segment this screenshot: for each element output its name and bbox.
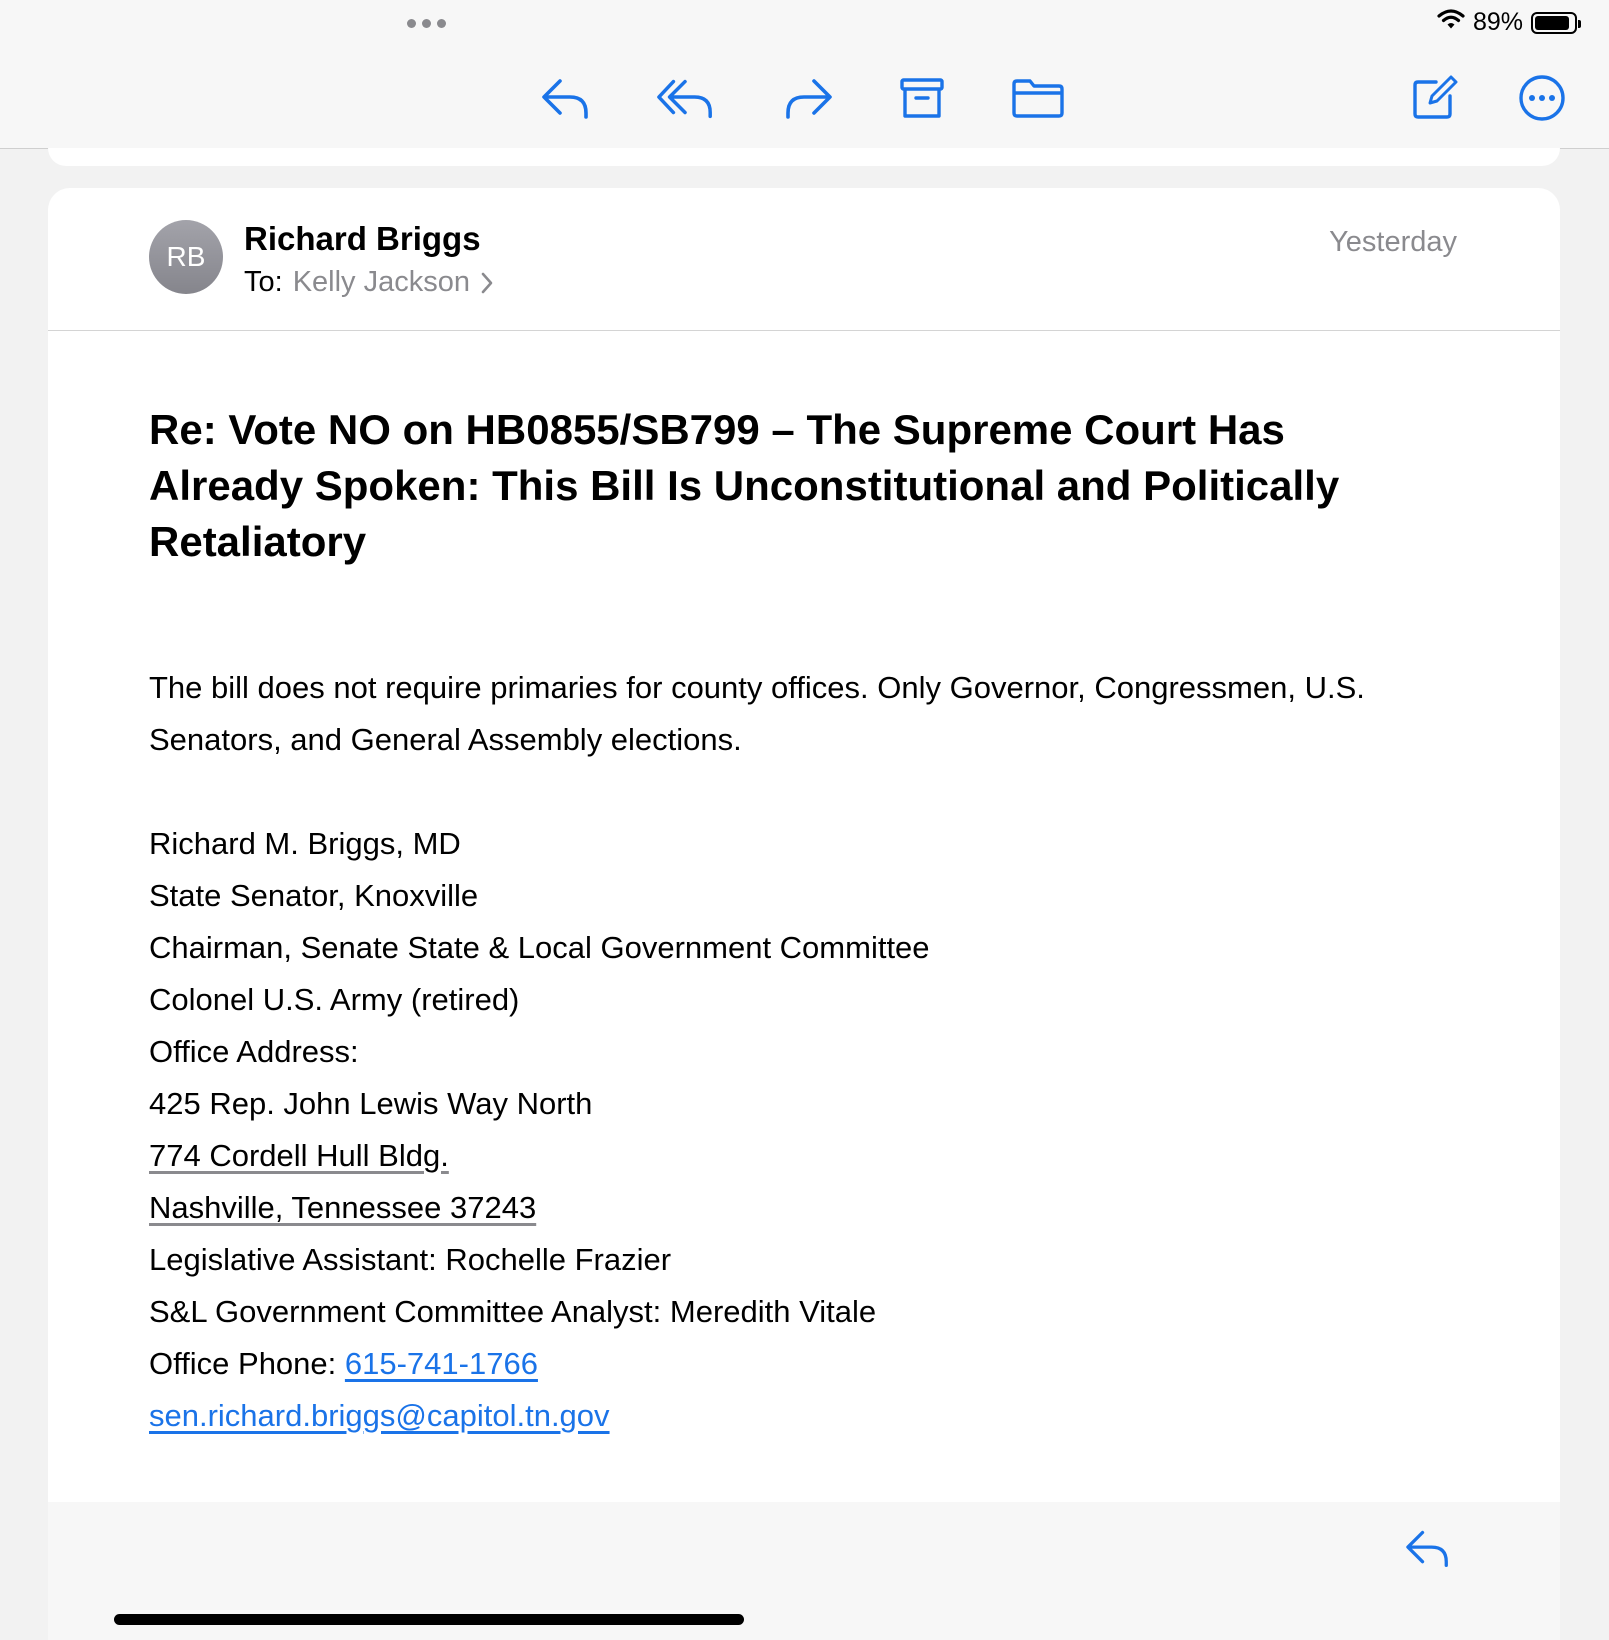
assistant-line: Legislative Assistant: Rochelle Frazier <box>149 1242 672 1277</box>
compose-icon <box>1410 74 1458 122</box>
forward-button[interactable] <box>778 68 838 128</box>
move-to-folder-button[interactable] <box>1008 68 1068 128</box>
signature-title: Colonel U.S. Army (retired) <box>149 982 520 1017</box>
reply-icon <box>1404 1527 1452 1569</box>
reply-button[interactable] <box>536 68 596 128</box>
more-icon <box>1518 74 1566 122</box>
phone-link[interactable]: 615-741-1766 <box>344 1346 538 1381</box>
more-options-button[interactable] <box>1512 68 1572 128</box>
message-header <box>48 188 1560 331</box>
recipient-name[interactable]: Kelly Jackson <box>292 266 470 298</box>
home-indicator[interactable] <box>114 1614 744 1625</box>
address-link[interactable]: Nashville, Tennessee 37243 <box>149 1190 537 1225</box>
analyst-line: S&L Government Committee Analyst: Meredith Vitale <box>149 1294 877 1329</box>
reply-icon <box>540 75 592 121</box>
archive-button[interactable] <box>892 68 952 128</box>
reply-all-icon <box>656 75 716 121</box>
archive-icon <box>899 76 945 120</box>
multitasking-dots[interactable] <box>407 19 446 28</box>
signature-title: State Senator, Knoxville <box>149 878 479 913</box>
phone-line <box>149 1338 1449 1390</box>
folder-icon <box>1011 77 1065 119</box>
phone-label: Office Phone: <box>149 1346 345 1381</box>
battery-percent: 89% <box>1472 8 1523 36</box>
wifi-icon <box>1437 8 1465 37</box>
message-card <box>48 188 1560 1640</box>
signature-block <box>149 818 1449 1442</box>
email-link[interactable]: sen.richard.briggs@capitol.tn.gov <box>149 1398 610 1433</box>
address-line: 425 Rep. John Lewis Way North <box>149 1086 593 1121</box>
message-subject: Re: Vote NO on HB0855/SB799 – The Supreme Court Has Already Spoken: This Bill Is Unconstitutional and Politically Retaliatory <box>149 406 1340 565</box>
reply-button-bottom[interactable] <box>1398 1518 1458 1578</box>
office-address-label: Office Address: <box>149 1034 359 1069</box>
signature-name: Richard M. Briggs, MD <box>149 826 461 861</box>
signature-title: Chairman, Senate State & Local Government Committee <box>149 930 930 965</box>
avatar[interactable]: RB <box>149 220 223 294</box>
sender-name[interactable]: Richard Briggs <box>244 220 481 257</box>
message-body <box>149 402 1449 1442</box>
address-link[interactable]: 774 Cordell Hull Bldg. <box>149 1138 449 1173</box>
reply-all-button[interactable] <box>656 68 716 128</box>
status-bar <box>0 0 1609 48</box>
previous-message-card[interactable] <box>48 148 1560 166</box>
battery-icon <box>1531 12 1577 34</box>
message-date: Yesterday <box>1329 226 1457 258</box>
to-label: To: <box>244 266 283 298</box>
status-indicators <box>1437 8 1577 37</box>
recipient-line[interactable] <box>244 266 494 299</box>
mail-toolbar <box>0 0 1609 149</box>
chevron-right-icon[interactable] <box>480 271 494 295</box>
body-paragraph: The bill does not require primaries for county offices. Only Governor, Congressmen, U.S. Senators, and General Assembly elections. <box>149 670 1365 757</box>
forward-icon <box>782 75 834 121</box>
compose-button[interactable] <box>1404 68 1464 128</box>
